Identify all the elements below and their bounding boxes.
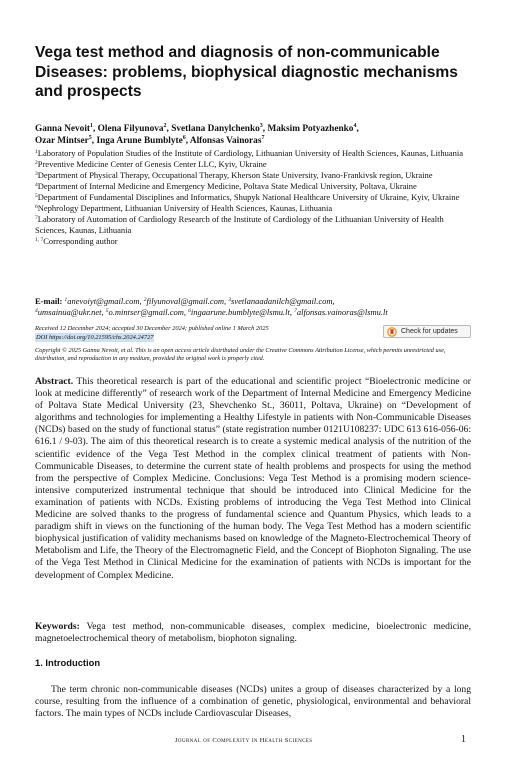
section-heading: 1. Introduction xyxy=(35,657,101,668)
email-address[interactable]: $^6$ingaarune.bumblyte@lsmu.lt xyxy=(188,307,290,317)
publication-dates: Received 12 December 2024; accepted 30 December 2024; published online 1 March 2025 xyxy=(35,325,269,332)
author-list xyxy=(35,123,475,147)
affiliation: $^4$Department of Internal Medicine and Emergency Medicine, Poltava State Medical University, Poltava, Ukraine xyxy=(35,181,417,191)
page-number: 1 xyxy=(461,734,466,745)
journal-name: Journal of Complexity in Health Sciences xyxy=(175,737,313,744)
keywords xyxy=(35,621,471,645)
abstract-label: Abstract. xyxy=(35,376,74,387)
affiliation: $^3$Department of Physical Therapy, Occupational Therapy, Kherson State University, Ivano-Frankivsk region, Ukraine xyxy=(35,170,433,180)
email-label: E-mail: xyxy=(35,296,63,306)
introduction-paragraph: The term chronic non-communicable diseases (NCDs) unites a group of diseases characterized by a long course, resulting from the influence of a combination of genetic, physiological, environmental and behavioral factors. The main types of NCDs include Cardiovascular Diseases, xyxy=(35,684,471,720)
author: Olena Filyunova$^2$, xyxy=(97,123,172,134)
affiliation: $^2$Preventive Medicine Center of Genesis Center LLC, Kyiv, Ukraine xyxy=(35,159,267,169)
check-for-updates-label: Check for updates xyxy=(401,328,458,335)
email-address[interactable]: $^3$svetlanaadanilch@gmail.com xyxy=(228,296,333,306)
corresponding-author-note: $^{1, 7}$Corresponding author xyxy=(35,236,118,246)
article-title: Vega test method and diagnosis of non-communicable Diseases: problems, biophysical diagnostic mechanisms and prospects xyxy=(35,44,458,100)
email-address[interactable]: $^4$umsainua@ukr.net xyxy=(35,307,102,317)
keywords-text: Vega test method, non-communicable diseases, complex medicine, bioelectronic medicine, magnetoelectrochemical theory of metabolism, biophoton signaling. xyxy=(35,621,471,645)
author: Alfonsas Vainoras$^7$ xyxy=(189,135,265,146)
email-address[interactable]: $^5$o.mintser@gmail.com xyxy=(105,307,184,317)
abstract-text: This theoretical research is part of the educational and scientific project “Bioelectronic medicine or look at medicine differently” of research work of the Department of Internal Medicine and Emergency Medicine of Poltava State Medical University (23, Shevchenko St., 36011, Poltava, Ukraine) on “Development of algorithms and technologies for implementing a Healthy Lifestyle in patients with Non-Communicable Diseases (NCDs) based on the study of functional status” (state registration number 0121U108237: UDC 613 616-056-06: 616.1 / 9-03). The aim of this theoretical research is to create a systemic medical analysis of the nutrition of the scientific evidence of the Vega Test Method in the complex clinical treatment of patients with Non-Communicable Diseases, to determine the current state of health problems and prospects for using the method from the perspective of Complex Medicine. Conclusions: Vega Test Method is a promising modern science-intensive computerized instrumental technique that should be introduced into Clinical Medicine for the examination of patients with NCDs. Existing problems of introducing the Vega Test Method into Clinical Medicine are solved thanks to the progress of fundamental science and Quantum Physics, which leads to a paradigm shift in views on the functioning of the human body. The Vega Test Method has a modern scientific biophysical justification of validity mechanisms based on knowledge of the Magneto-Electrochemical Theory of Metabolism and Life, the Theory of the Electromagnetic Field, and the Concept of Biophoton Signaling. The use of the Vega Test Method in Clinical Medicine for the examination of patients with NCDs is important for the development of Complex Medicine. xyxy=(35,376,471,581)
check-for-updates-button[interactable] xyxy=(383,325,471,338)
email-list: E-mail: $^1$anevoiyt@gmail.com, $^2$filyunoval@gmail.com, $^3$svetlanaadanilch@gmail.com, $^4$umsainua@ukr.net, $^5$o.mintser@gmail.com, $^6$ingaarune.bumblyte@lsmu.lt, $^7$alfonsas.vainoras@lsmu.lt xyxy=(35,296,388,317)
author: Inga Arune Bumblyte$^6$, xyxy=(96,135,190,146)
keywords-label: Keywords: xyxy=(35,621,80,632)
author: Ozar Mintser$^5$, xyxy=(35,135,97,146)
doi-link[interactable]: DOI https://doi.org/10.21595/chs.2024.24727 xyxy=(36,334,154,341)
check-for-updates-icon xyxy=(387,327,397,337)
author: Ganna Nevoit$^1$, xyxy=(35,123,98,134)
email-address[interactable]: $^2$filyunoval@gmail.com xyxy=(143,296,224,306)
abstract xyxy=(35,376,471,582)
affiliation: $^7$Laboratory of Automation of Cardiology Research of the Institute of Cardiology of the Lithuanian University of Health Sciences, Kaunas, Lithuania xyxy=(35,214,444,235)
affiliation: $^5$Department of Fundamental Disciplines and Informatics, Shupyk National Healthcare University of Ukraine, Kyiv, Ukraine xyxy=(35,192,460,202)
author: Svetlana Danylchenko$^3$, xyxy=(171,123,268,134)
affiliation-list xyxy=(35,148,475,247)
affiliation: $^1$Laboratory of Population Studies of the Institute of Cardiology, Lithuanian University of Health Sciences, Kaunas, Lithuania xyxy=(35,148,464,158)
affiliation: $^6$Nephrology Department, Lithuanian University of Health Sciences, Kaunas, Lithuania xyxy=(35,203,333,213)
copyright-notice: Copyright © 2025 Ganna Nevoit, et al. This is an open access article distributed under the Creative Commons Attribution License, which permits unrestricted use, distribution, and reproduction in any medium, provided the original work is properly cited. xyxy=(35,347,446,363)
email-address[interactable]: $^7$alfonsas.vainoras@lsmu.lt xyxy=(294,307,388,317)
author: Maksim Potyazhenko$^4$, xyxy=(267,123,359,134)
email-address[interactable]: $^1$anevoiyt@gmail.com xyxy=(64,296,140,306)
